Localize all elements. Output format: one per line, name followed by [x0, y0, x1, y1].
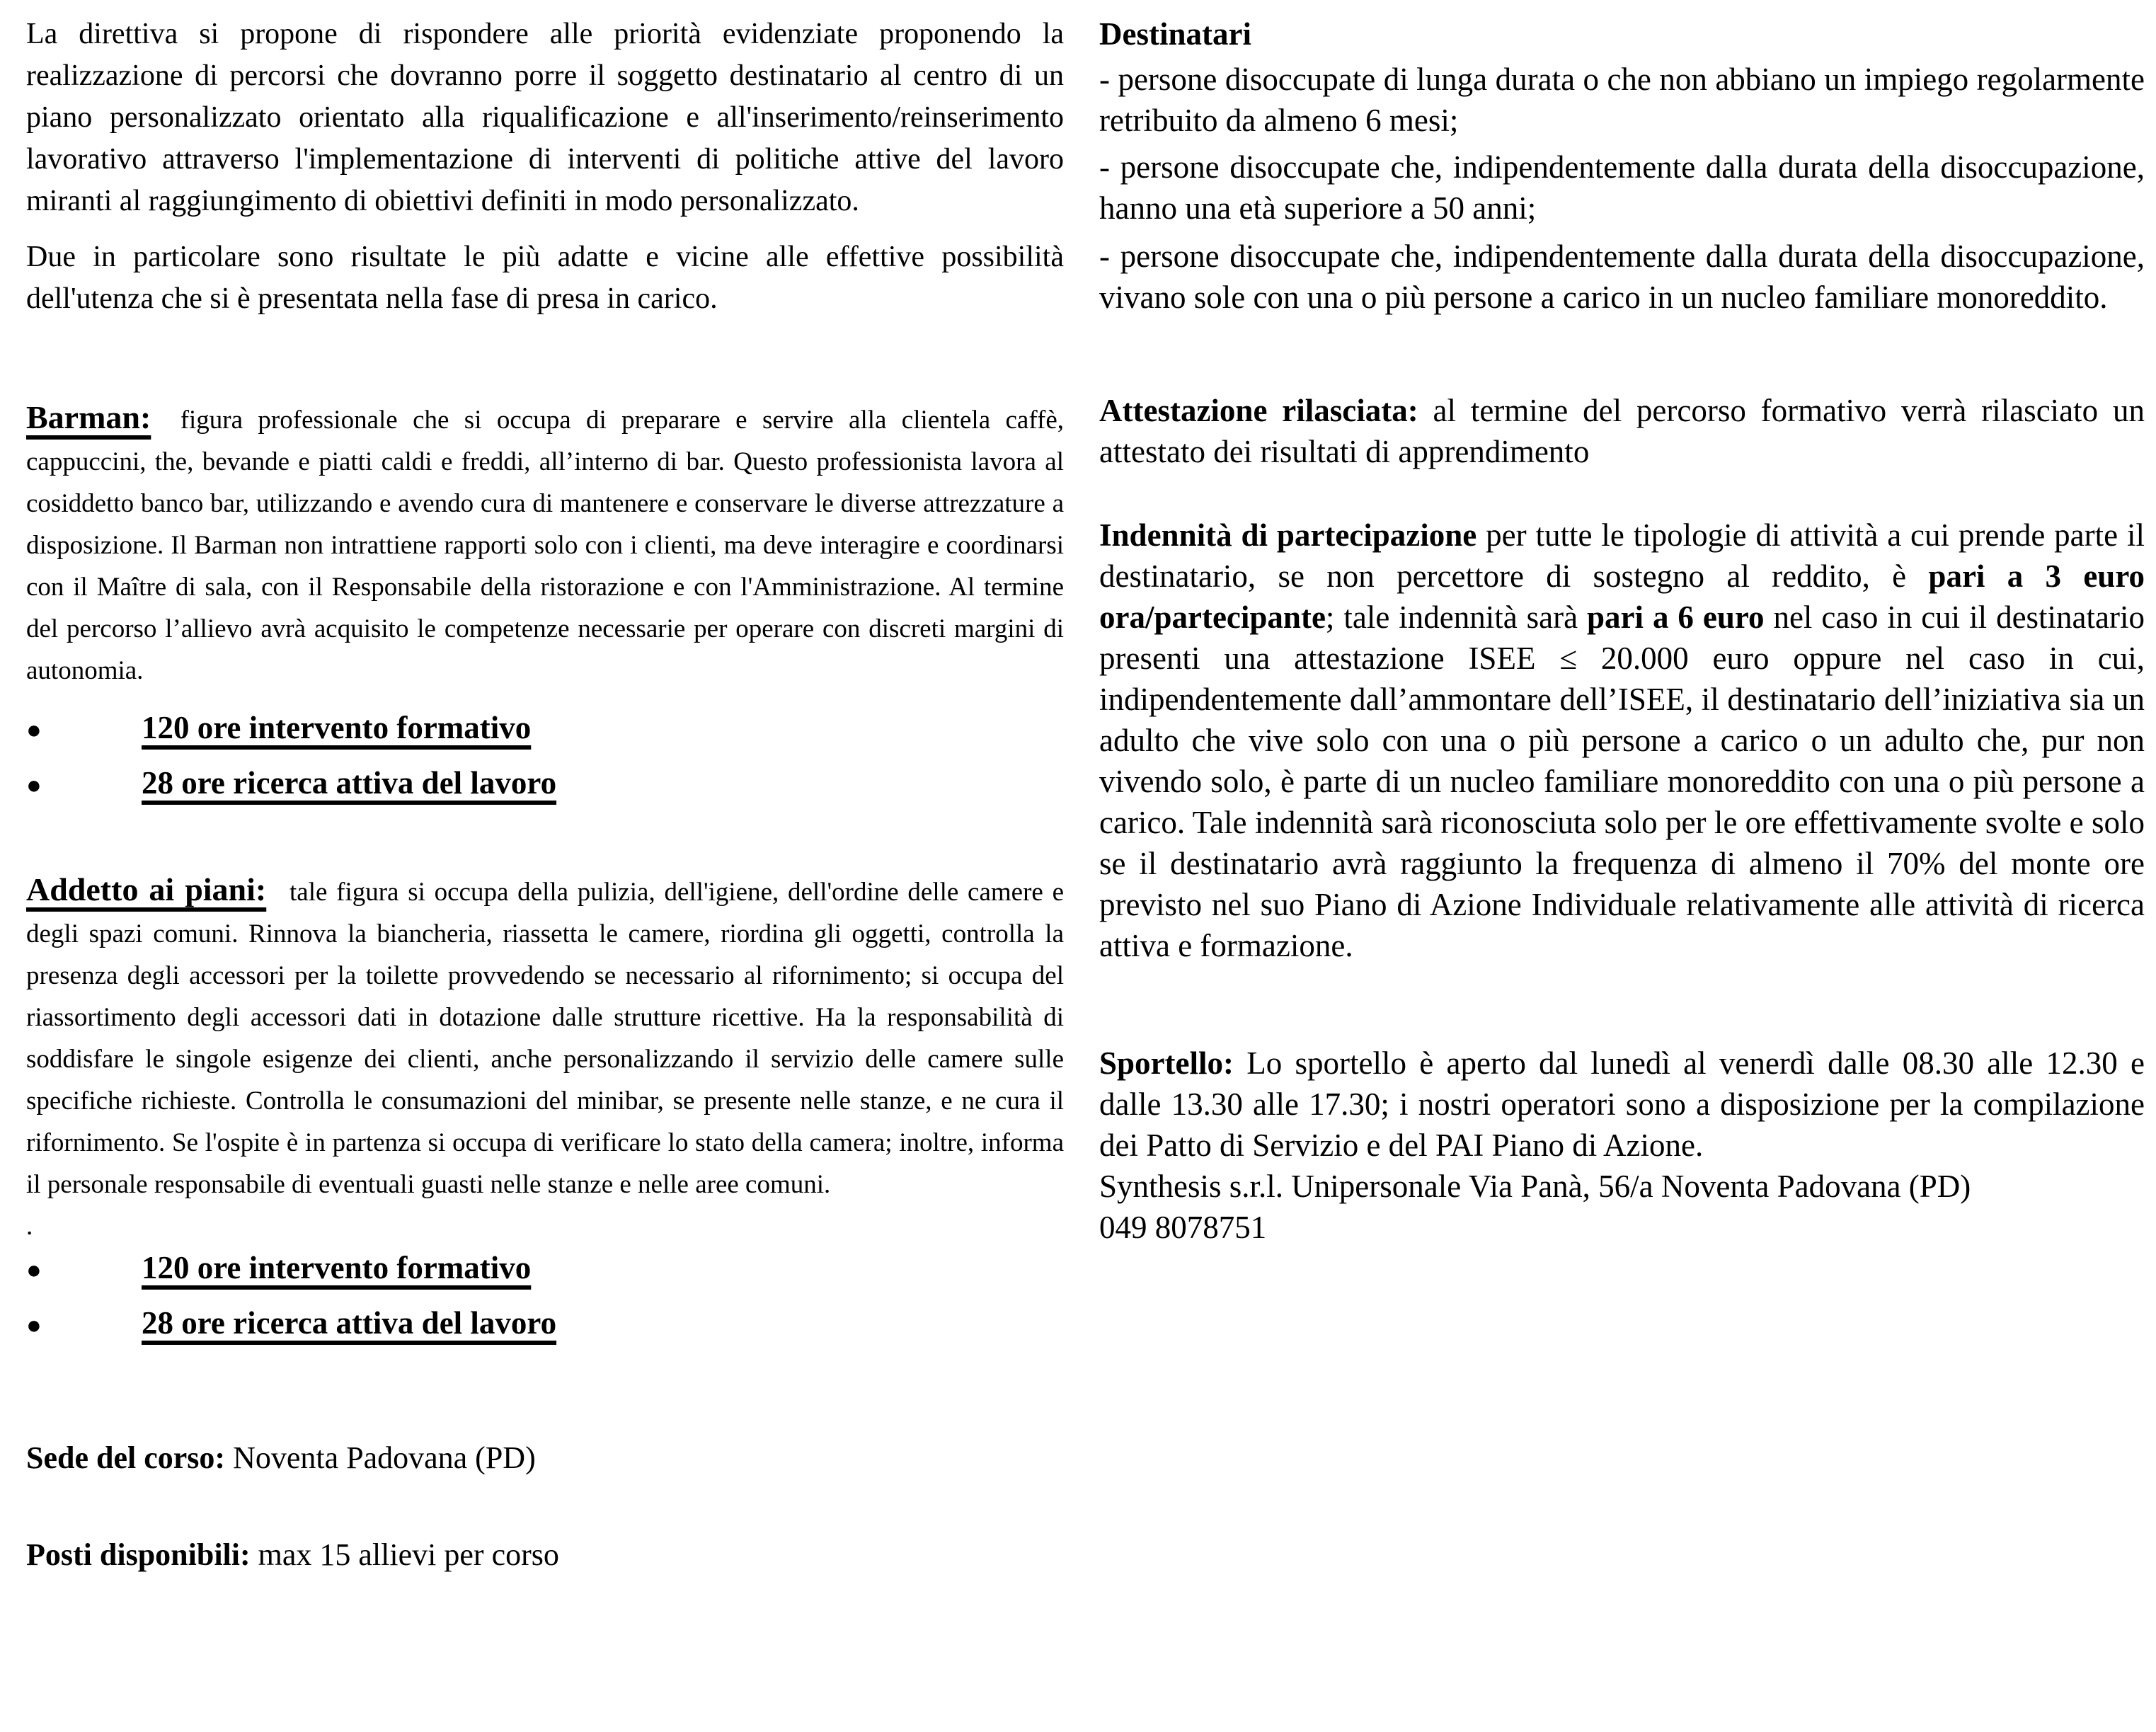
bullet-text — [142, 707, 531, 749]
text-run: pari a 3 euro ora/partecipante — [1099, 558, 2145, 635]
text-run: Due in particolare sono risultate le più adatte e vicine alle effettive possibilità dell'utenza che si è presentata nella fase di presa in carico. — [26, 241, 1064, 315]
recipient-item-2 — [1099, 147, 2145, 229]
recipient-item-1 — [1099, 59, 2145, 141]
course-location — [26, 1437, 1064, 1479]
barman-hours-search — [26, 762, 1064, 806]
addetto-paragraph — [26, 868, 1064, 1205]
bullet-icon: ● — [26, 1311, 42, 1339]
addetto-hours-search — [26, 1302, 1064, 1346]
text-run: 120 ore intervento formativo — [142, 1250, 532, 1285]
right-column — [1099, 0, 2145, 1248]
context-paragraph — [26, 236, 1064, 320]
allowance-paragraph — [1099, 515, 2145, 966]
text-run: al termine del percorso formativo verrà rilasciato un attestato dei risultati di apprendimento — [1099, 393, 2145, 469]
addetto-hours-training — [26, 1247, 1064, 1291]
text-run: 120 ore intervento formativo — [142, 710, 532, 745]
desk-paragraph — [1099, 1043, 2145, 1248]
bullet-text — [142, 1247, 531, 1289]
text-run: tale figura si occupa della pulizia, dell'igiene, dell'ordine delle camere e degli spazi comuni. Rinnova la biancheria, riassetta le camere, riordina gli oggetti, controlla la presenza degli accessori per la toilette provvedendo se necessario al rifornimento; si occupa del riassortimento degli accessori dati in dotazione dalle strutture ricettive. Ha la responsabilità di soddisfare le singole esigenze dei clienti, anche personalizzando il servizio delle camere sulle specifiche richieste. Controlla le consumazioni del minibar, se presente nelle stanze, e ne cura il rifornimento. Se l'ospite è in partenza si occupa di verificare lo stato della camera; inoltre, informa il personale responsabile di eventuali guasti nelle stanze e nelle aree comuni. — [26, 878, 1065, 1199]
text-run: - persone disoccupate che, indipendentemente dalla durata della disoccupazione, vivano sole con una o più persone a carico in un nucleo familiare monoreddito. — [1099, 239, 2145, 315]
text-run: Barman: — [26, 399, 151, 435]
stray-period — [26, 1205, 1064, 1247]
text-run: Posti disponibili: — [26, 1537, 251, 1572]
barman-hours-training — [26, 707, 1064, 751]
barman-paragraph — [26, 396, 1064, 692]
text-run: 049 8078751 — [1099, 1210, 1267, 1245]
text-run: Noventa Padovana (PD) — [225, 1440, 536, 1475]
text-run: La direttiva si propone di rispondere alle priorità evidenziate proponendo la realizzazione di percorsi che dovranno porre il soggetto destinatario al centro di un piano personalizzato orientato alla riqualificazione e all'inserimento/reinserimento lavorativo attraverso l'implementazione di interventi di politiche attive del lavoro miranti al raggiungimento di obiettivi definiti in modo personalizzato. — [26, 18, 1064, 217]
text-run: Synthesis s.r.l. Unipersonale Via Panà, 56/a Noventa Padovana (PD) — [1099, 1169, 1971, 1204]
intro-paragraph — [26, 13, 1064, 222]
text-run: - persone disoccupate di lunga durata o che non abbiano un impiego regolarmente retribuito da almeno 6 mesi; — [1099, 62, 2145, 138]
left-column — [26, 0, 1064, 1576]
text-run: 28 ore ricerca attiva del lavoro — [142, 1305, 557, 1341]
recipients-heading — [1099, 13, 2145, 55]
text-run: - persone disoccupate che, indipendentemente dalla durata della disoccupazione, hanno una età superiore a 50 anni; — [1099, 149, 2145, 226]
text-run: . — [26, 1212, 33, 1241]
text-run: Sede del corso: — [26, 1440, 226, 1475]
bullet-icon: ● — [26, 716, 42, 744]
text-run: Destinatari — [1099, 16, 1251, 52]
bullet-icon: ● — [26, 771, 42, 799]
text-run: Indennità di partecipazione — [1099, 517, 1477, 553]
text-run: Addetto ai piani: — [26, 871, 267, 907]
available-seats — [26, 1534, 1064, 1576]
text-run: pari a 6 euro — [1587, 600, 1765, 635]
text-run: Attestazione rilasciata: — [1099, 393, 1418, 428]
bullet-text — [142, 1302, 556, 1344]
text-run: per tutte le tipologie di attività a cui prende parte il destinatario, se non percettore di sostegno al reddito, è — [1099, 517, 2145, 594]
text-run: Sportello: — [1099, 1045, 1234, 1081]
text-run: figura professionale che si occupa di preparare e servire alla clientela caffè, cappuccini, the, bevande e piatti caldi e freddi, all’interno di bar. Questo professionista lavora al cosiddetto banco bar, utilizzando e avendo cura di mantenere e conservare le diverse attrezzature a disposizione. Il Barman non intrattiene rapporti solo con i clienti, ma deve interagire e coordinarsi con il Maître di sala, con il Responsabile della ristorazione e con l'Amministrazione. Al termine del percorso l’allievo avrà acquisito le competenze necessarie per operare con discreti margini di autonomia. — [26, 406, 1064, 685]
bullet-text — [142, 762, 556, 804]
recipient-item-3 — [1099, 236, 2145, 318]
text-run: ; tale indennità sarà — [1325, 600, 1588, 635]
text-run: max 15 allievi per corso — [250, 1537, 559, 1572]
bullet-icon: ● — [26, 1256, 42, 1284]
certification-paragraph — [1099, 390, 2145, 472]
text-run: 28 ore ricerca attiva del lavoro — [142, 765, 557, 801]
text-run: Lo sportello è aperto dal lunedì al venerdì dalle 08.30 alle 12.30 e dalle 13.30 alle 17.30; i nostri operatori sono a disposizione per la compilazione dei Patto di Servizio e del PAI Piano di Azione. — [1099, 1045, 2145, 1163]
text-run: nel caso in cui il destinatario presenti una attestazione ISEE ≤ 20.000 euro oppure nel caso in cui, indipendentemente dall’ammontare dell’ISEE, il destinatario dell’iniziativa sia un adulto che vive solo con una o più persone a carico o un adulto che, pur non vivendo solo, è parte di un nucleo familiare monoreddito con una o più persone a carico. Tale indennità sarà riconosciuta solo per le ore effettivamente svolte e solo se il destinatario avrà raggiunto la frequenza di almeno il 70% del monte ore previsto nel suo Piano di Azione Individuale relativamente alle attività di ricerca attiva e formazione. — [1099, 600, 2145, 963]
